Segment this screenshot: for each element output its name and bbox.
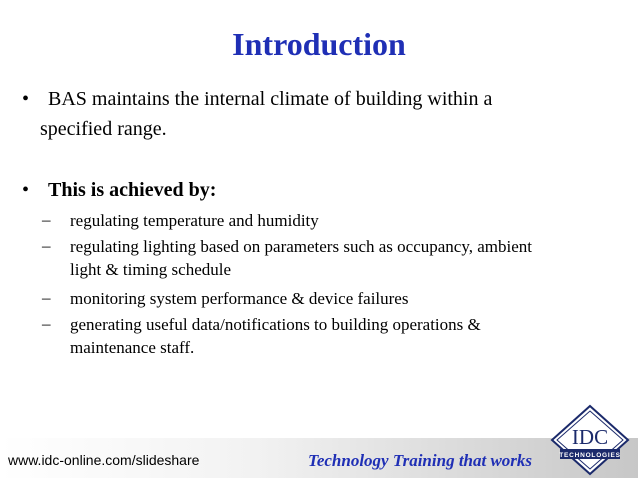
sub-bullet-marker: – — [42, 236, 51, 255]
bullet-text-line: This is achieved by: — [48, 179, 217, 201]
sub-bullet-marker: – — [42, 288, 51, 307]
sub-bullet-text-line: regulating lighting based on parameters such as occupancy, ambient — [70, 237, 532, 256]
sub-bullet-marker: – — [42, 210, 51, 229]
sub-bullet-marker: – — [42, 314, 51, 333]
sub-bullet-text-line: light & timing schedule — [70, 260, 232, 279]
bullet-text-line: BAS maintains the internal climate of building within a — [48, 88, 493, 110]
sub-bullet-item — [42, 288, 632, 310]
bullet-marker: • — [22, 179, 30, 201]
sub-bullet-item — [42, 236, 632, 280]
sub-bullet-text-line: regulating temperature and humidity — [70, 211, 319, 230]
sub-bullet-text-line: monitoring system performance & device failures — [70, 289, 409, 308]
slide-title: Introduction — [232, 26, 406, 62]
bullet-item — [22, 179, 622, 205]
idc-logo — [548, 404, 632, 476]
sub-bullet-item — [42, 210, 632, 232]
logo-text: IDC — [571, 425, 609, 449]
bullet-item — [22, 88, 622, 148]
sub-bullet-text-line: generating useful data/notifications to building operations & — [70, 315, 481, 334]
bullet-marker: • — [22, 88, 30, 110]
sub-bullet-text-line: maintenance staff. — [70, 338, 195, 357]
bullet-text-line: specified range. — [40, 118, 167, 140]
sub-bullet-item — [42, 314, 632, 358]
footer-tagline: Technology Training that works — [308, 451, 533, 470]
footer-url-link[interactable]: www.idc-online.com/slideshare — [8, 452, 200, 468]
logo-subtitle: TECHNOLOGIES — [559, 452, 621, 459]
